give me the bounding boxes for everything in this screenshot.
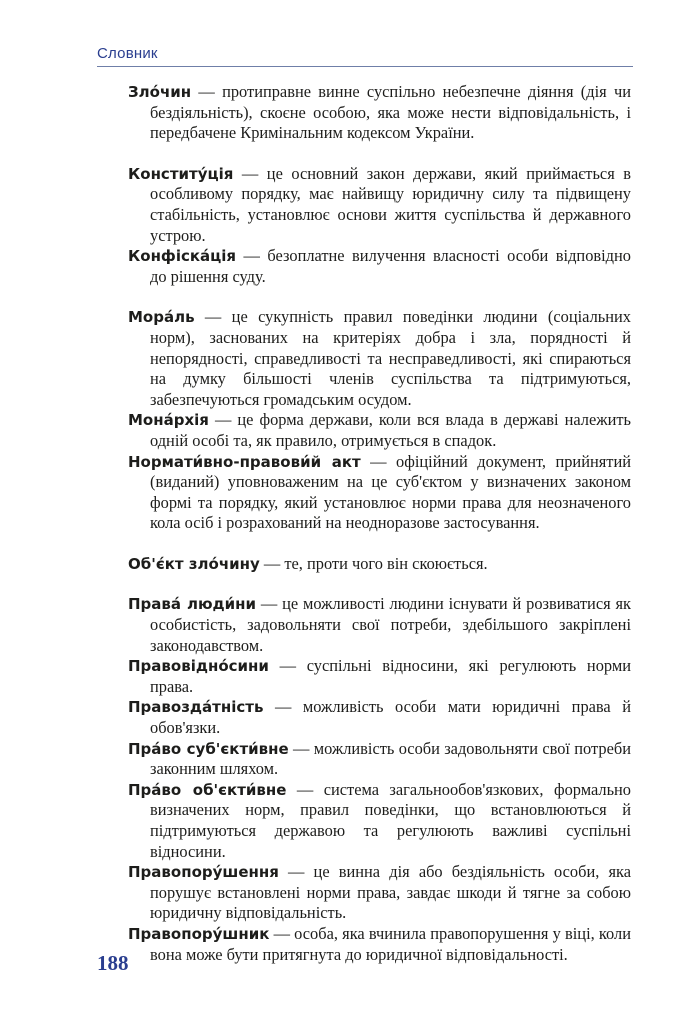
glossary-entry [128,739,631,780]
entry-term: Правозда́тність [128,698,264,717]
entry-definition: — офіційний документ, прийнятий (виданий) уповноваженим на це суб'єктом у визначених законом формі та порядку, який установлює норми права для неозначеного кола осіб і розрахований на неодноразове застосування. [150,451,631,533]
glossary-entry [128,780,631,862]
glossary-entry [128,246,631,287]
glossary-entry [128,554,631,575]
entry-term: Конфіска́ція [128,247,237,266]
spacer [128,534,631,554]
glossary-entry [128,82,631,144]
entry-definition: — особа, яка вчинила правопорушення у віці, коли вона може бути притягнута до юридичної відповідальності. [150,923,631,964]
page-number: 188 [97,951,129,975]
entry-term: Мора́ль [128,308,195,327]
entry-term: Правовідно́сини [128,657,269,676]
glossary-entry [128,594,631,656]
glossary-entry [128,452,631,534]
entry-definition: — можливість особи задовольняти свої потреби законним шляхом. [150,738,631,779]
entry-term: Мона́рхія [128,411,209,430]
entry-definition: — це основний закон держави, який приймається в особливому порядку, має найвищу юридичну силу та підвищену стабільність, установлює основи життя суспільства й державного устрою. [150,163,631,245]
entry-term: Об'є́кт зло́чину [128,554,260,573]
entry-definition: — суспільні відносини, які регулюють норми права. [150,656,631,696]
entry-definition: — безоплатне вилучення власності особи відповідно до рішення суду. [150,246,631,286]
entry-term: Конститу́ція [128,164,234,183]
entry-definition: — система загальнообов'язкових, формально визначених норм, правил поведінки, що встановлюються й підтримуються державою та регулюють важливі суспільні відносини. [150,779,632,861]
glossary-entry [128,307,631,410]
entry-term: Пра́во суб'єкти́вне [128,739,289,758]
entry-term: Правопору́шник [128,924,270,943]
entry-definition: — це сукупність правил поведінки людини (соціальних норм), заснованих на критеріях добра і зла, порядності й непорядності, справедливості та несправедливості, які спираються на думку більшості членів суспільства та підтримуються, забезпечуються громадським осудом. [150,307,631,409]
glossary [128,82,631,965]
spacer [128,287,631,307]
spacer [128,574,631,594]
entry-definition: — можливість особи мати юридичні права й обов'язки. [150,697,631,738]
entry-term: Пра́во об'єкти́вне [128,780,287,799]
glossary-entry [128,924,631,965]
entry-definition: — це форма держави, коли вся влада в державі належить одній особі та, як правило, отримується в спадок. [150,410,631,450]
glossary-entry [128,656,631,697]
glossary-entry [128,697,631,738]
glossary-entry [128,862,631,924]
glossary-entry [128,410,631,451]
entry-term: Правопору́шення [128,863,279,882]
entry-definition: — те, проти чого він скоюється. [259,553,488,573]
entry-term: Зло́чин [128,83,192,101]
entry-term: Нормати́вно-правови́й акт [128,452,361,471]
section-title: Словник [97,45,158,62]
entry-definition: — протиправне винне суспільно небезпечне діяння (дія чи бездіяльність), скоєне особою, яка може нести відповідальність, і передбачене Кримінальним кодексом України. [150,82,631,143]
running-header [97,44,633,67]
entry-definition: — це можливості людини існувати й розвиватися як особистість, задовольняти свої потреби, здебільшого закріплені законодавством. [150,594,631,655]
entry-term: Права́ люди́ни [128,595,257,614]
glossary-entry [128,164,631,246]
entry-definition: — це винна дія або бездіяльність особи, яка порушує встановлені норми права, завдає шкоди й тягне за собою юридичну відповідальність. [150,862,631,923]
spacer [128,144,631,164]
